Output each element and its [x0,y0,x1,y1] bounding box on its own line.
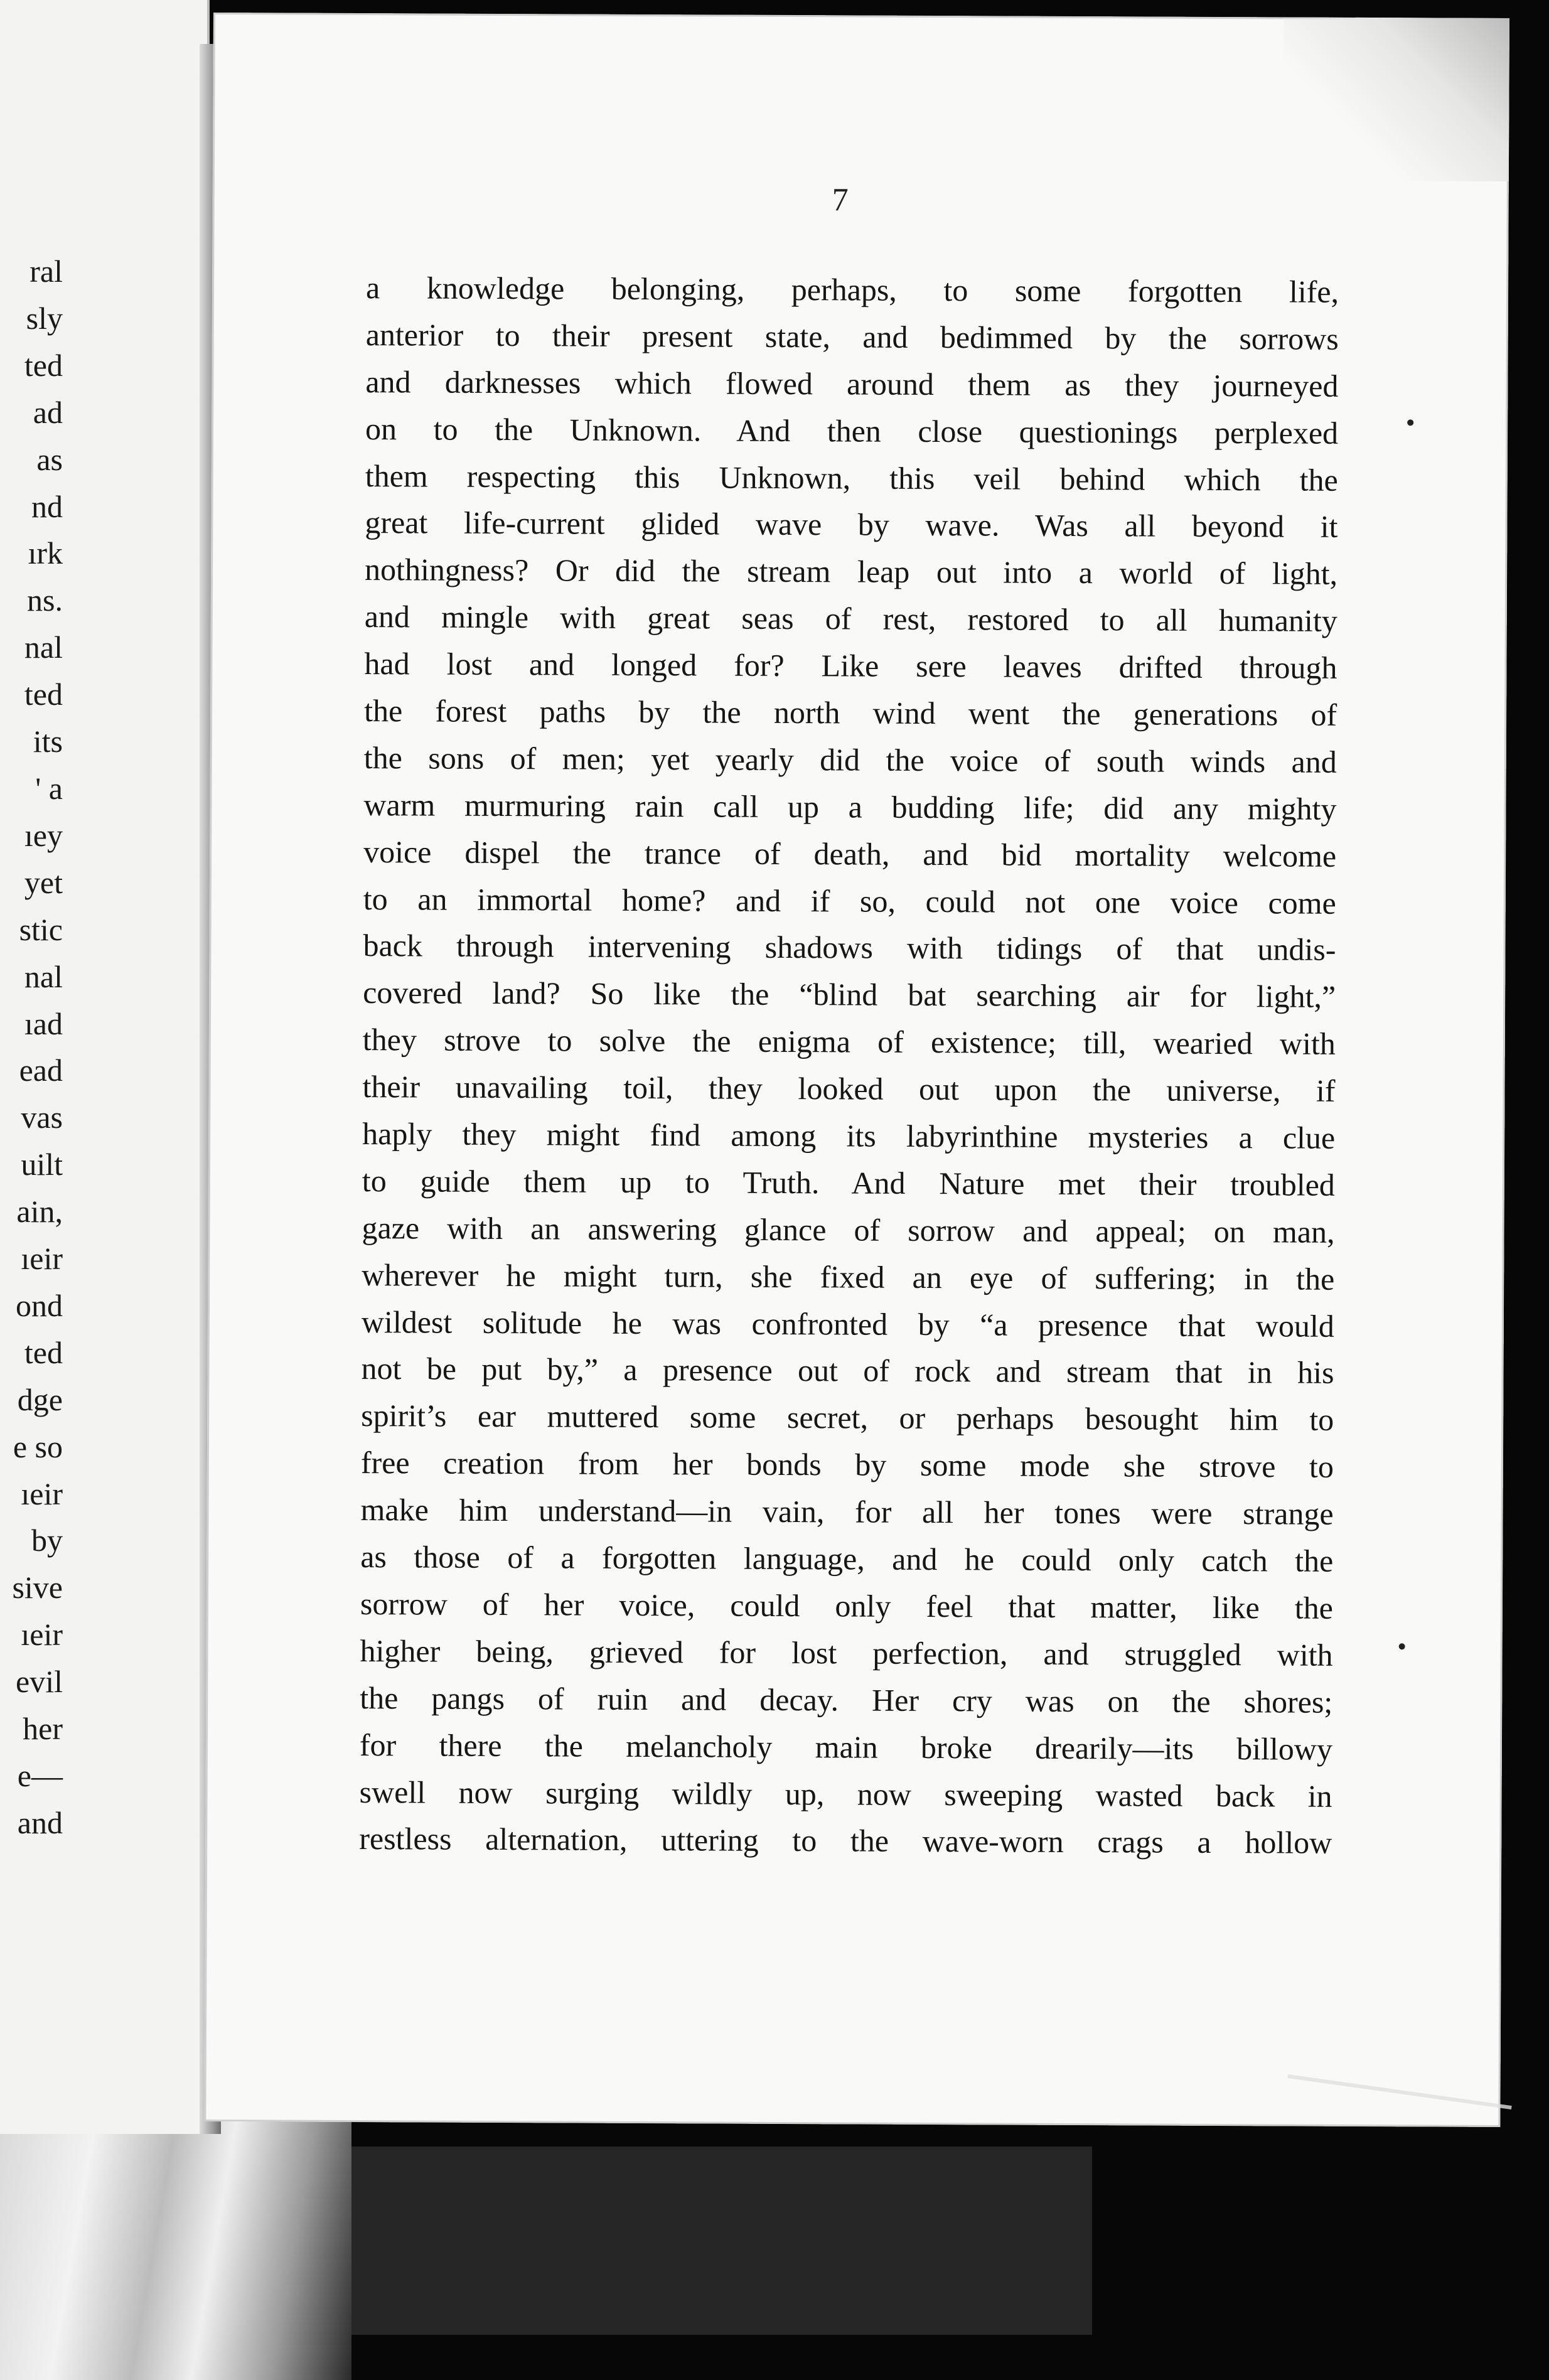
previous-page-line-fragment: ıad [24,1005,63,1041]
background-cloth [0,2096,351,2380]
previous-page-line-fragment: yet [24,864,63,900]
text-line: warm murmuring rain call up a budding life; did any mighty [363,786,1337,827]
text-line: higher being, grieved for lost perfection, and struggled with [360,1632,1333,1673]
text-line: nothingness? Or did the stream leap out into a world of light, [365,552,1338,592]
previous-page-line-fragment: stic [19,911,63,947]
text-line: to an immortal home? and if so, could not one voice come [363,881,1336,921]
ink-speck [1407,419,1413,426]
previous-page-line-fragment: ıey [24,817,63,853]
previous-page [0,0,210,2134]
previous-page-line-fragment: ıeir [21,1241,63,1277]
text-line: voice dispel the trance of death, and bid mortality welcome [363,834,1337,874]
previous-page-line-fragment: its [33,724,63,759]
previous-page-line-fragment: e so [13,1429,63,1464]
text-line: to guide them up to Truth. And Nature met their troubled [362,1162,1335,1203]
text-line: not be put by,” a presence out of rock and stream that in his [361,1351,1334,1391]
page-number: 7 [832,182,849,218]
previous-page-line-fragment: ain, [16,1194,63,1230]
text-line: for there the melancholy main broke drearily—its billowy [359,1727,1333,1767]
text-line: on to the Unknown. And then close questionings perplexed [365,410,1339,451]
text-line: they strove to solve the enigma of existence; till, wearied with [362,1022,1336,1062]
previous-page-line-fragment: ad [33,394,63,430]
previous-page-text-fragments [0,248,63,1847]
previous-page-line-fragment: sly [26,300,63,336]
text-line: back through intervening shadows with tidings of that undis- [363,928,1336,968]
previous-page-line-fragment: dge [17,1381,63,1417]
text-line: great life-current glided wave by wave. Was all beyond it [365,505,1338,545]
previous-page-line-fragment: e— [17,1758,63,1793]
previous-page-line-fragment: as [36,441,63,477]
text-line: wherever he might turn, she fixed an eye of suffering; in the [362,1257,1335,1297]
text-line: and darknesses which flowed around them as they journeyed [365,363,1339,404]
text-line: and mingle with great seas of rest, restored to all humanity [364,599,1337,639]
previous-page-line-fragment: ns. [27,582,63,618]
text-line: the sons of men; yet yearly did the voice of south winds and [363,739,1337,780]
previous-page-line-fragment: ırk [28,535,63,571]
text-line: haply they might find among its labyrinthine mysteries a clue [362,1116,1336,1155]
text-line: wildest solitude he was confronted by “a presence that would [361,1304,1335,1344]
previous-page-line-fragment: nal [24,630,63,665]
page-corner-shadow [1283,17,1509,181]
previous-page-line-fragment: by [31,1523,63,1558]
text-line: had lost and longed for? Like sere leaves drifted through [364,646,1337,685]
previous-page-line-fragment: vas [21,1100,63,1135]
text-line: sorrow of her voice, could only feel that matter, like the [360,1585,1334,1626]
previous-page-line-fragment: ted [24,677,63,712]
text-line: swell now surging wildly up, now sweeping wasted back in [359,1774,1332,1814]
previous-page-line-fragment: ted [24,1334,63,1370]
previous-page-line-fragment: her [23,1711,63,1747]
background-strip [351,2147,1092,2335]
text-line: the pangs of ruin and decay. Her cry was on the shores; [360,1680,1333,1720]
ink-speck [1399,1643,1405,1649]
previous-page-line-fragment: ond [16,1287,63,1323]
previous-page-line-fragment: sive [12,1570,63,1605]
text-line: a knowledge belonging, perhaps, to some forgotten life, [365,270,1339,309]
previous-page-line-fragment: ral [29,254,63,289]
text-line: their unavailing toil, they looked out upon the universe, if [362,1069,1336,1108]
text-line: them respecting this Unknown, this veil behind which the [365,458,1338,498]
text-line: free creation from her bonds by some mode she strove to [360,1445,1334,1485]
previous-page-line-fragment: ıeir [21,1476,63,1511]
text-line: as those of a forgotten language, and he could only catch the [360,1539,1334,1579]
text-line: the forest paths by the north wind went the generations of [364,693,1337,732]
text-line: gaze with an answering glance of sorrow and appeal; on man, [362,1209,1335,1250]
current-page [204,13,1509,2127]
text-line: restless alternation, uttering to the wave-worn crags a hollow [359,1821,1332,1861]
text-line: make him understand—in vain, for all her tones were strange [360,1492,1334,1531]
text-line: spirit’s ear muttered some secret, or perhaps besought him to [361,1398,1334,1438]
previous-page-line-fragment: uilt [21,1147,63,1182]
text-line: anterior to their present state, and bedimmed by the sorrows [365,316,1339,356]
previous-page-line-fragment: evil [16,1664,63,1700]
previous-page-line-fragment: ted [24,347,63,383]
previous-page-line-fragment: and [17,1804,63,1840]
previous-page-line-fragment: ead [19,1053,63,1088]
page-body-text [359,264,1339,1867]
previous-page-line-fragment: nd [31,488,63,524]
text-line: covered land? So like the “blind bat searching air for light,” [363,975,1336,1015]
previous-page-line-fragment: ıeir [21,1617,63,1653]
previous-page-line-fragment: nal [24,958,63,994]
previous-page-line-fragment: ' a [35,770,63,806]
